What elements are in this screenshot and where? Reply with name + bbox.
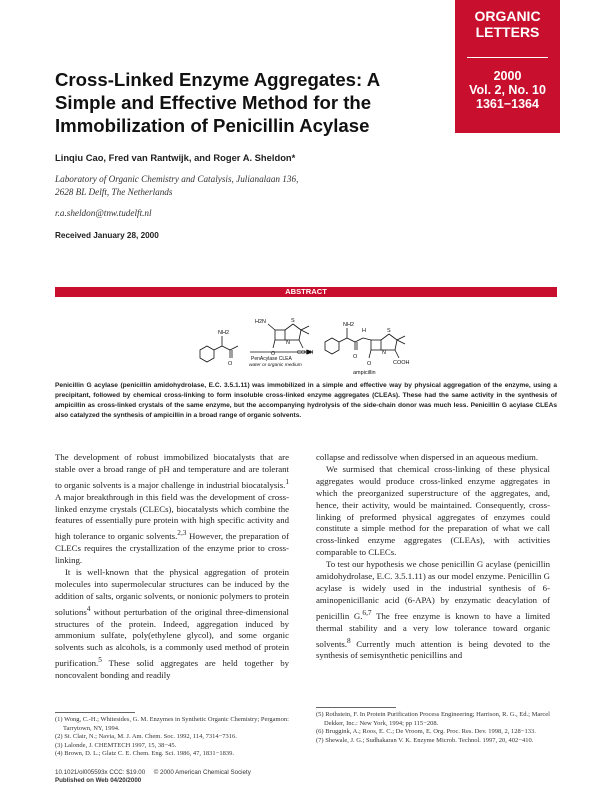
footnote-4: (4) Brown, D. L.; Glatz C. E. Chem. Eng. Sci. 1986, 47, 1831−1839. — [55, 750, 234, 758]
journal-name — [455, 8, 560, 40]
author-list: Linqiu Cao, Fred van Rantwijk, and Roger A. Sheldon* — [55, 152, 296, 163]
article-title — [55, 68, 445, 137]
journal-volume: Vol. 2, No. 10 — [469, 83, 546, 97]
journal-year: 2000 — [493, 69, 522, 83]
footnote-divider-right — [316, 707, 396, 708]
journal-pages: 1361−1364 — [476, 97, 539, 111]
paragraph-2 — [55, 567, 289, 682]
p2-text-b: without perturbation of the original three-dimensional structures of the protein. Indeed, aggregation induced by ammonium sulfate, poly(ethylene glycol), and some organic solvents such as alcohols, is a commonly used method of protein purification. — [55, 606, 289, 669]
p1-text-b: A major breakthrough in this field was the development of cross-linked enzyme crystals (CLECs), biocatalysts which combine the features of essentially pure protein with high specific activity and high tolerance to organic solvents. — [55, 491, 289, 542]
page-footer — [55, 769, 251, 785]
journal-name-line1: ORGANIC — [474, 8, 541, 24]
body-column-left — [55, 452, 289, 682]
p2-text: It is well-known that the physical aggregation of protein molecules into supermolecular structures can be induced by the addition of salts, organic solvents, or nonionic polymers to protein solutions — [55, 567, 289, 617]
journal-issue — [455, 69, 560, 111]
paragraph-1 — [55, 452, 289, 567]
affiliation-line-1: Laboratory of Organic Chemistry and Catalysis, Julianalaan 136, — [55, 174, 299, 184]
journal-badge — [455, 0, 560, 133]
scheme-o-ring-left: O — [271, 351, 276, 357]
paragraph-r3 — [316, 559, 550, 662]
footnote-7: (7) Shewale, J. G.; Sudhakaran V. K. Enzyme Microb. Technol. 1997, 20, 402−410. — [316, 736, 534, 744]
scheme-nh2-right: NH2 — [343, 322, 355, 328]
title-line-3: Immobilization of Penicillin Acylase — [55, 115, 370, 136]
p2-ref1: 4 — [86, 603, 91, 613]
r3-text-b: The free enzyme is known to have a limited thermal stability and a very low tolerance toward organic solvents. — [316, 610, 550, 649]
footer-published: Published on Web 04/20/2000 — [55, 777, 142, 784]
p1-ref2: 2,3 — [177, 528, 187, 538]
scheme-o-left: O — [228, 361, 233, 367]
author-email[interactable]: r.a.sheldon@tnw.tudelft.nl — [55, 208, 152, 218]
p1-text-c: However, the preparation of CLECs requires the crystallization of the enzyme prior to cross-linking. — [55, 531, 290, 566]
scheme-n-right: N — [382, 350, 386, 356]
r3-ref1: 6,7 — [362, 607, 372, 617]
scheme-n-left: N — [286, 340, 290, 346]
abstract-heading: ABSTRACT — [55, 287, 557, 297]
r3-text: To test our hypothesis we chose penicillin G acylase (penicillin amidohydrolase, E.C. 3.5.1.11) as our model enzyme. Penicillin G acylase is widely used in the industrial synthesis of 6-aminopenicillanic acid (6-APA) by enzymatic deacylation of penicillin G. — [316, 559, 550, 621]
scheme-s-right: S — [387, 328, 391, 334]
p1-text: The development of robust immobilized biocatalysts that are stable over a broad range of pH and temperature and are tolerant to organic solvents is a major challenge in industrial biocatalysis. — [55, 452, 289, 490]
footnote-1: (1) Wong, C.-H.; Whitesides, G. M. Enzymes in Synthetic Organic Chemistry; Pergamon: Tarrytown, NY, 1994. — [55, 716, 289, 732]
scheme-h2n: H2N — [255, 319, 267, 325]
footer-doi: 10.1021/ol005593x CCC: $19.00 © 2000 American Chemical Society — [55, 769, 251, 776]
footnotes-right — [316, 711, 557, 745]
footnotes-left — [55, 716, 289, 759]
scheme-nh2-left: NH2 — [218, 330, 230, 336]
p1-ref1: 1 — [285, 476, 289, 486]
footnote-2: (2) St. Clair, N.; Navia, M. J. Am. Chem. Soc. 1992, 114, 7314−7316. — [55, 733, 237, 741]
footnote-3: (3) Lalonde, J. CHEMTECH 1997, 15, 38−45. — [55, 741, 177, 749]
paragraph-r2: We surmised that chemical cross-linking of these physical aggregates would produce cross-linked enzyme aggregates in which the preorganized superstructure of the aggregates, and, hence, their activity, would be maintained. Consequently, cross-linking of preformed physical aggregates of enzymes could constitute a simple method for the preparation of what we call cross-linked enzyme aggregates (CLEAs), with activities comparable to CLECs. — [316, 463, 550, 558]
reaction-scheme-icon — [195, 302, 455, 382]
scheme-s-left: S — [291, 318, 295, 324]
r3-ref2: 8 — [347, 635, 351, 645]
footnote-divider-left — [55, 712, 135, 713]
r3-text-c: Currently much attention is being devoted to the synthesis of semisynthetic penicillins and — [316, 638, 550, 661]
scheme-cooh-left: COOH — [297, 350, 314, 356]
abstract-text: Penicillin G acylase (penicillin amidohydrolase, E.C. 3.5.1.11) was immobilized in a simple and effective way by physical aggregation of the enzyme, using a precipitant, followed by chemical cross-linking to form insoluble cross-linked enzyme aggregates (CLEAs). These had the same activity in the synthesis of ampicillin as cross-linked crystals of the same enzyme, but the accompanying hydrolysis of the side-chain donor was much less. Penicillin G acylase CLEAs also catalyzed the synthesis of ampicillin in a broad range of organic solvents. — [55, 382, 557, 419]
scheme-arrow-top: PenAcylase CLEA — [251, 356, 292, 362]
affiliation-line-2: 2628 BL Delft, The Netherlands — [55, 187, 173, 197]
scheme-o-right: O — [367, 361, 372, 367]
scheme-arrow-bottom: water or organic medium — [249, 363, 302, 368]
scheme-product-name: ampicillin — [353, 370, 376, 376]
footnote-5: (5) Rothstein, F. In Protein Purification Process Engineering; Harrison, R. G., Ed.; Marcel Dekker, Inc.: New York, 1994; pp 115−208. — [316, 711, 550, 727]
paragraph-r1: collapse and redissolve when dispersed in an aqueous medium. — [316, 452, 539, 462]
received-date: Received January 28, 2000 — [55, 231, 159, 240]
title-line-2: Simple and Effective Method for the — [55, 92, 372, 113]
journal-name-line2: LETTERS — [475, 24, 540, 40]
p2-ref2: 5 — [98, 655, 102, 665]
body-column-right — [316, 452, 550, 662]
footnote-6: (6) Bruggink, A.; Roos, E. C.; De Vroom, E. Org. Proc. Res. Dev. 1998, 2, 128−133. — [316, 728, 536, 736]
p2-text-c: These solid aggregates are held together by noncovalent bonding and readily — [55, 658, 289, 681]
scheme-o-carbonyl: O — [353, 354, 358, 360]
journal-divider — [467, 57, 548, 58]
scheme-h-right: H — [362, 328, 366, 334]
benzene-ring-left — [200, 346, 214, 362]
scheme-cooh-right: COOH — [393, 360, 410, 366]
title-line-1: Cross-Linked Enzyme Aggregates: A — [55, 69, 381, 90]
benzene-ring-right — [325, 338, 339, 354]
